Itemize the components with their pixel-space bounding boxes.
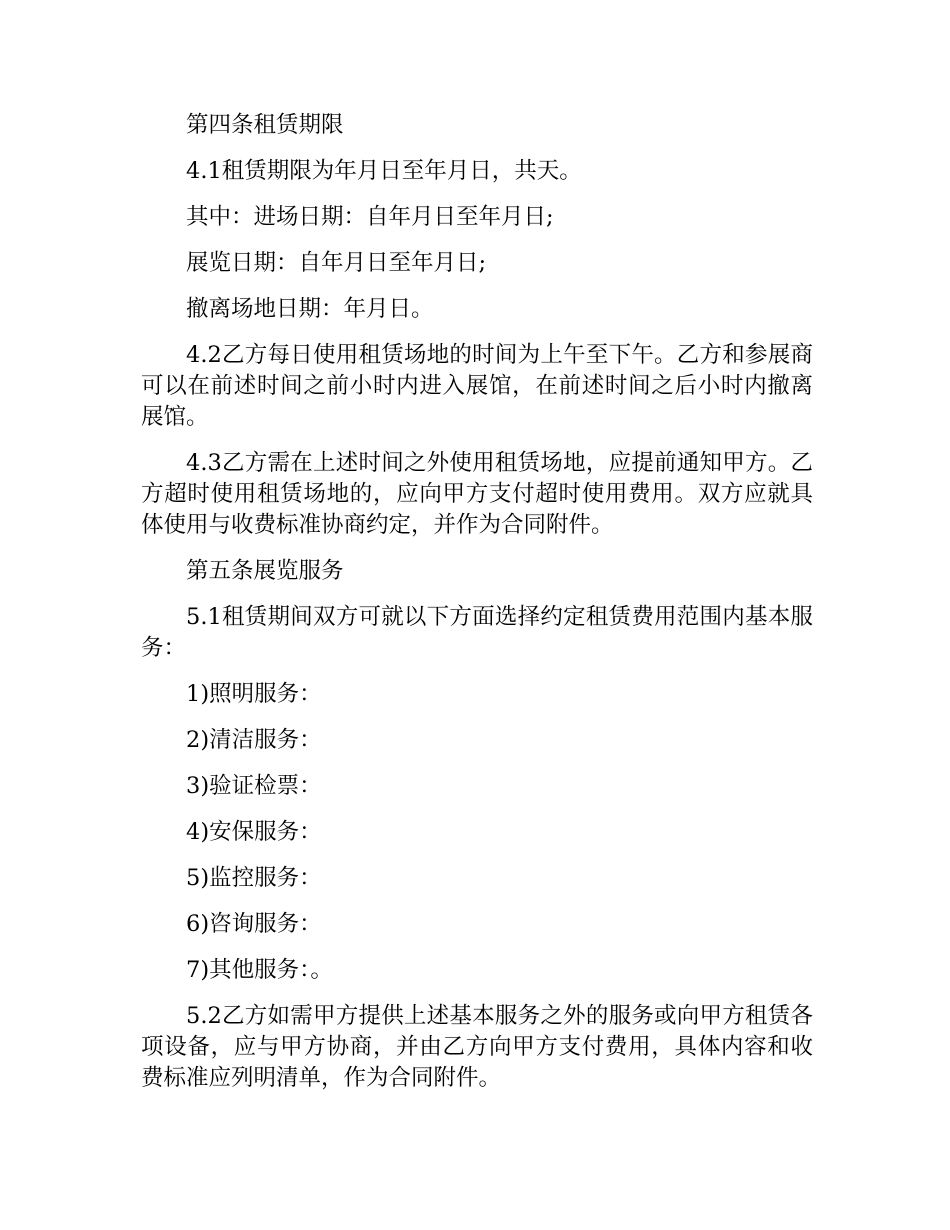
- clause-4-1-departure-date: 撤离场地日期：年月日。: [186, 296, 434, 322]
- clause-4-1-entry-date: 其中：进场日期：自年月日至年月日;: [186, 204, 554, 230]
- clause-4-1: 4.1租赁期限为年月日至年月日，共天。: [186, 158, 582, 184]
- section-heading-article-4: 第四条租赁期限: [186, 112, 344, 138]
- clause-4-3: 4.3乙方需在上述时间之外使用租赁场地，应提前通知甲方。乙方超时使用租赁场地的，应向甲方支付超时使用费用。双方应就具体使用与收费标准协商约定，并作为合同附件。: [141, 450, 813, 538]
- service-item-lighting: 1)照明服务：: [186, 681, 322, 707]
- document-body: [141, 110, 813, 1094]
- service-item-security: 4)安保服务：: [186, 819, 322, 845]
- service-item-cleaning: 2)清洁服务：: [186, 727, 322, 753]
- clause-5-1: 5.1租赁期间双方可就以下方面选择约定租赁费用范围内基本服务：: [141, 604, 813, 661]
- service-item-consulting: 6)咨询服务：: [186, 911, 322, 937]
- service-item-ticket-check: 3)验证检票：: [186, 773, 322, 799]
- service-item-other: 7)其他服务：。: [186, 957, 333, 983]
- clause-4-2: 4.2乙方每日使用租赁场地的时间为上午至下午。乙方和参展商可以在前述时间之前小时内进入展馆，在前述时间之后小时内撤离展馆。: [141, 342, 813, 430]
- clause-5-2: 5.2乙方如需甲方提供上述基本服务之外的服务或向甲方租赁各项设备，应与甲方协商，并由乙方向甲方支付费用，具体内容和收费标准应列明清单，作为合同附件。: [141, 1003, 813, 1091]
- clause-4-1-exhibition-date: 展览日期：自年月日至年月日;: [186, 250, 487, 276]
- service-item-monitoring: 5)监控服务：: [186, 865, 322, 891]
- section-heading-article-5: 第五条展览服务: [186, 558, 344, 584]
